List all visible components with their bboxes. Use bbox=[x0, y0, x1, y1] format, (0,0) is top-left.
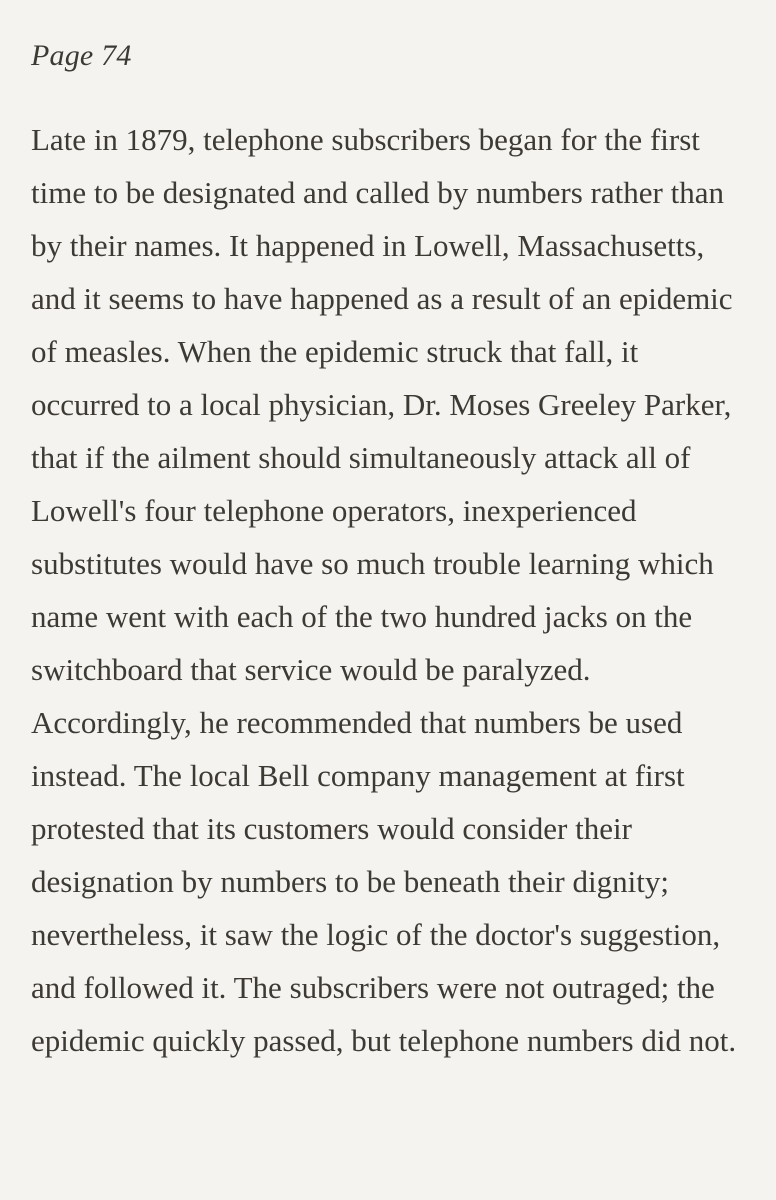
page-paragraph: Late in 1879, telephone subscribers began for the first time to be designated and called by numbers rather than by their names. It happened in Lowell, Massachusetts, and it seems to have happened as a result of an epidemic of measles. When the epidemic struck that fall, it occurred to a local physician, Dr. Moses Greeley Parker, that if the ailment should simultaneously attack all of Lowell's four telephone operators, inexperienced substitutes would have so much trouble learning which name went with each of the two hundred jacks on the switchboard that service would be paralyzed. Accordingly, he recommended that numbers be used instead. The local Bell company management at first protested that its customers would consider their designation by numbers to be beneath their dignity; nevertheless, it saw the logic of the doctor's suggestion, and followed it. The subscribers were not outraged; the epidemic quickly passed, but telephone numbers did not. bbox=[31, 122, 737, 1058]
page-number-header: Page 74 bbox=[31, 39, 132, 72]
